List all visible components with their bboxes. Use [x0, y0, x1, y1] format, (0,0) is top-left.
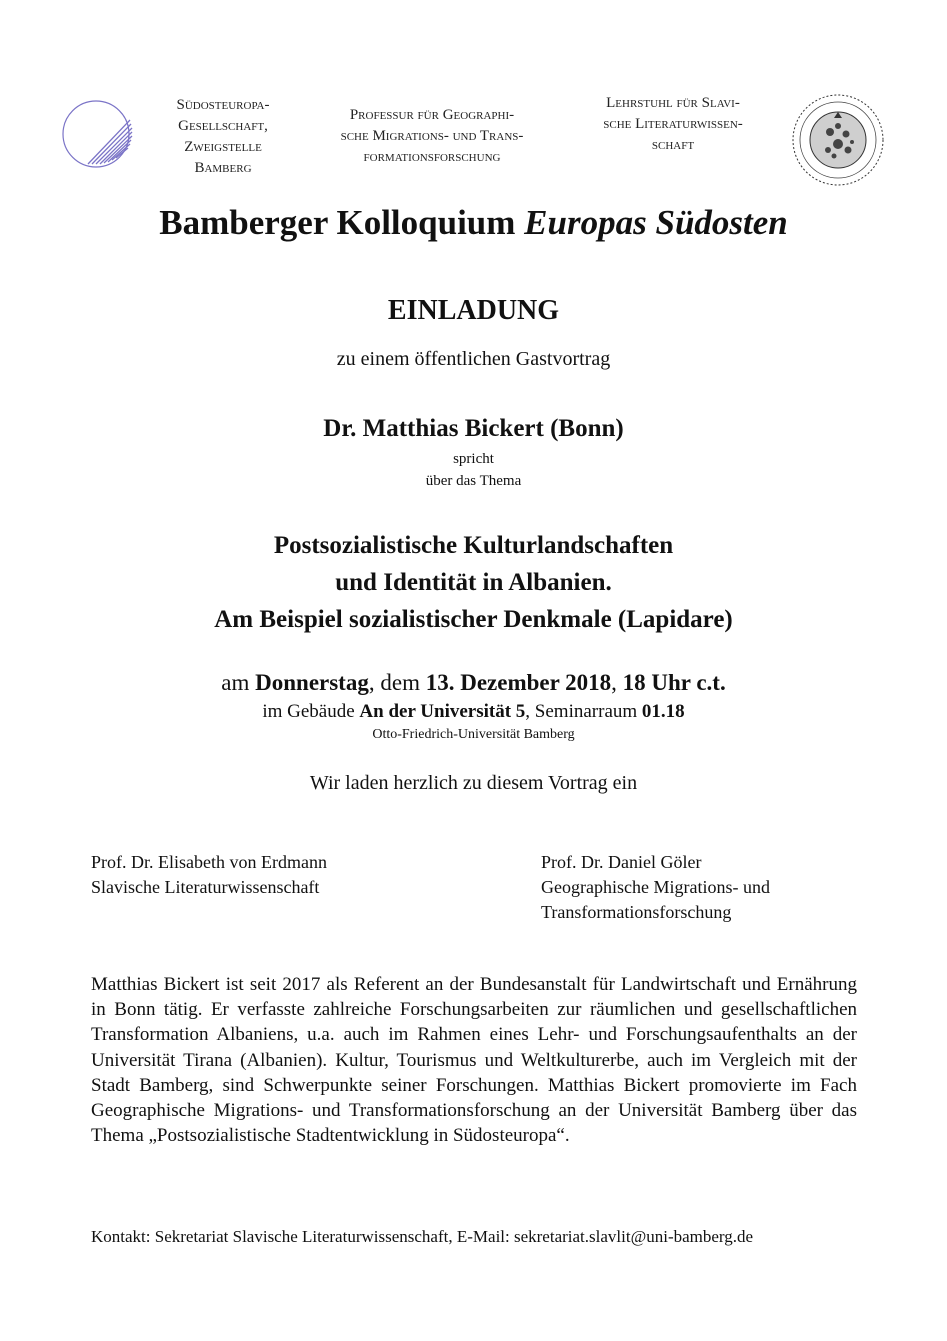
header-org-middle	[306, 105, 558, 168]
document-title	[0, 203, 947, 243]
speaks-label: spricht	[453, 451, 494, 467]
title-main: Bamberger Kolloquium	[159, 203, 525, 242]
header-org-left-line: Gesellschaft,	[178, 118, 268, 134]
signature-role: Slavische Literaturwissenschaft	[91, 877, 320, 897]
header-org-left-line: Zweigstelle	[184, 139, 262, 155]
invite-line: Wir laden herzlich zu diesem Vortrag ein	[309, 772, 638, 794]
signature-name: Prof. Dr. Elisabeth von Erdmann	[91, 852, 327, 872]
signature-right	[541, 850, 901, 925]
header-org-middle-line: Professur für Geographi-	[349, 107, 515, 123]
event-date: 13. Dezember 2018	[425, 670, 612, 695]
event-room: 01.18	[641, 701, 685, 722]
topic-line: und Identität in Albanien.	[335, 569, 612, 596]
event-dem: , dem	[368, 670, 426, 695]
header-org-right-line: schaft	[651, 137, 695, 153]
event-time: 18 Uhr c.t.	[622, 670, 726, 695]
society-logo	[58, 98, 138, 170]
talk-topic	[0, 527, 947, 638]
signature-role: Geographische Migrations- und	[541, 877, 770, 897]
header-org-middle-line: formationsforschung	[363, 149, 501, 165]
header-org-middle-line: sche Migrations- und Trans-	[340, 128, 524, 144]
about-label: über das Thema	[425, 473, 522, 489]
title-italic: Europas Südosten	[524, 203, 788, 242]
university-seal-logo	[790, 92, 886, 188]
event-am: am	[221, 670, 256, 695]
header-org-right-line: Lehrstuhl für Slavi-	[606, 95, 740, 111]
event-datetime	[0, 670, 947, 696]
header-org-left	[148, 95, 298, 179]
university-name: Otto-Friedrich-Universität Bamberg	[372, 727, 575, 742]
building-prefix: im Gebäude	[262, 701, 360, 722]
event-location	[0, 701, 947, 723]
header-org-right	[568, 93, 778, 156]
signature-name: Prof. Dr. Daniel Göler	[541, 852, 702, 872]
signature-role: Transformationsforschung	[541, 902, 732, 922]
speaker-name: Dr. Matthias Bickert (Bonn)	[323, 415, 624, 442]
header-org-left-line: Südosteuropa-	[176, 97, 270, 113]
event-building: An der Universität 5	[359, 701, 526, 722]
header-org-right-line: sche Literaturwissen-	[603, 116, 743, 132]
signature-left	[91, 850, 471, 900]
speaker-bio: Matthias Bickert ist seit 2017 als Referent an der Bundesanstalt für Landwirtschaft und Ernährung in Bonn tätig. Er verfasste zahlreiche Forschungsarbeiten zur räumlichen und gesellschaftlichen Transformation Albaniens, u.a. auch im Rahmen eines Lehr- und Forschungsaufenthalts an der Universität Tirana (Albanien). Kultur, Tourismus und Weltkulturerbe, auch im Vergleich mit der Stadt Bamberg, sind Schwerpunkte seiner Forschungen. Matthias Bickert promovierte im Fach Geographische Migrations- und Transformationsforschung an der Universität Bamberg über das Thema „Postsozialistische Stadtentwicklung in Südosteuropa“.	[91, 974, 857, 1147]
room-prefix: , Seminarraum	[525, 701, 642, 722]
header-org-left-line: Bamberg	[194, 160, 252, 176]
invitation-heading: EINLADUNG	[387, 295, 560, 326]
topic-line: Am Beispiel sozialistischer Denkmale (Lapidare)	[214, 606, 733, 633]
event-comma: ,	[611, 670, 623, 695]
invitation-subheading: zu einem öffentlichen Gastvortrag	[336, 348, 611, 370]
contact-line: Kontakt: Sekretariat Slavische Literaturwissenschaft, E-Mail: sekretariat.slavlit@uni-bamberg.de	[91, 1227, 754, 1246]
speaker-intro	[0, 448, 947, 492]
event-day: Donnerstag	[255, 670, 369, 695]
topic-line: Postsozialistische Kulturlandschaften	[273, 532, 674, 559]
